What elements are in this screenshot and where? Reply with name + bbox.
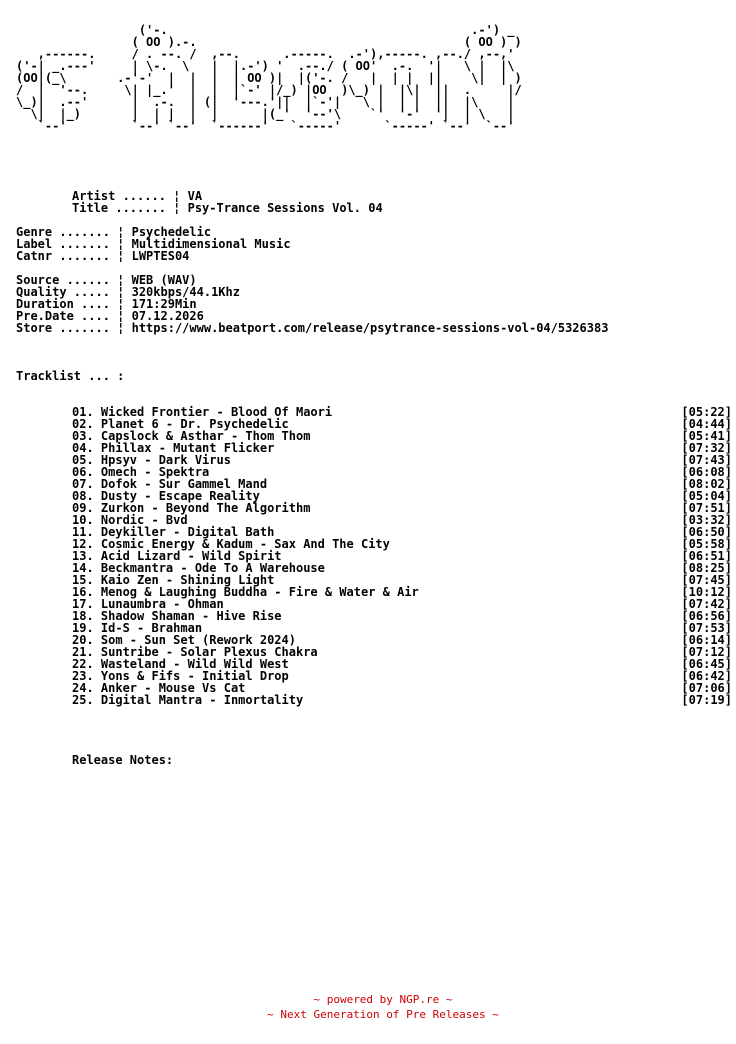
title-value: Psy-Trance Sessions Vol. 04	[187, 201, 383, 215]
separator: ¦	[109, 309, 132, 323]
track-title: 01. Wicked Frontier - Blood Of Maori	[72, 405, 333, 419]
quality-value: 320kbps/44.1Khz	[131, 285, 240, 299]
track-title: 19. Id-S - Brahman	[72, 621, 203, 635]
release-info	[16, 226, 732, 262]
track-title: 15. Kaio Zen - Shining Light	[72, 573, 275, 587]
store-label: Store .......	[16, 321, 110, 335]
track-title: 22. Wasteland - Wild Wild West	[72, 657, 289, 671]
duration-value: 171:29Min	[131, 297, 197, 311]
track-duration: [06:42]	[681, 669, 732, 683]
track-duration: [07:32]	[681, 441, 732, 455]
title-row	[16, 202, 732, 214]
track-title: 12. Cosmic Energy & Kadum - Sax And The City	[72, 537, 390, 551]
track-title: 21. Suntribe - Solar Plexus Chakra	[72, 645, 318, 659]
track-duration: [04:44]	[681, 417, 732, 431]
track-duration: [07:43]	[681, 453, 732, 467]
track-duration: [06:45]	[681, 657, 732, 671]
track-duration: [07:12]	[681, 645, 732, 659]
release-header	[16, 190, 732, 214]
separator: ¦	[109, 297, 132, 311]
genre-value: Psychedelic	[131, 225, 212, 239]
track-duration: [05:04]	[681, 489, 732, 503]
track-title: 09. Zurkon - Beyond The Algorithm	[72, 501, 311, 515]
source-value: WEB (WAV)	[131, 273, 197, 287]
track-duration: [06:08]	[681, 465, 732, 479]
track-title: 11. Deykiller - Digital Bath	[72, 525, 275, 539]
track-title: 04. Phillax - Mutant Flicker	[72, 441, 275, 455]
track-title: 08. Dusty - Escape Reality	[72, 489, 260, 503]
genre-label: Genre .......	[16, 225, 110, 239]
track-duration: [05:41]	[681, 429, 732, 443]
separator: ¦	[109, 249, 132, 263]
track-duration: [05:58]	[681, 537, 732, 551]
track-duration: [07:06]	[681, 681, 732, 695]
separator: ¦	[109, 225, 132, 239]
track-duration: [05:22]	[681, 405, 732, 419]
source-label: Source ......	[16, 273, 110, 287]
separator: ¦	[109, 285, 132, 299]
track-title: 05. Hpsyv - Dark Virus	[72, 453, 231, 467]
nfo-document	[16, 0, 732, 766]
track-duration: [06:56]	[681, 609, 732, 623]
separator: ¦	[109, 321, 132, 335]
track-title: 20. Som - Sun Set (Rework 2024)	[72, 633, 296, 647]
track-title: 06. Omech - Spektra	[72, 465, 210, 479]
artist-value: VA	[187, 189, 203, 203]
separator: ¦	[109, 237, 132, 251]
store-url: https://www.beatport.com/release/psytrance-sessions-vol-04/5326383	[131, 321, 609, 335]
separator: ¦	[109, 273, 132, 287]
store-row	[16, 322, 732, 334]
separator: ¦	[165, 189, 188, 203]
track-title: 24. Anker - Mouse Vs Cat	[72, 681, 246, 695]
track-title: 03. Capslock & Asthar - Thom Thom	[72, 429, 311, 443]
track-row	[16, 694, 732, 706]
track-duration: [08:25]	[681, 561, 732, 575]
footer	[0, 992, 736, 1022]
track-title: 10. Nordic - Bvd	[72, 513, 188, 527]
track-duration: [07:42]	[681, 597, 732, 611]
track-duration: [07:45]	[681, 573, 732, 587]
separator: ¦	[165, 201, 188, 215]
track-duration: [07:51]	[681, 501, 732, 515]
predate-label: Pre.Date ....	[16, 309, 110, 323]
track-title: 16. Menog & Laughing Buddha - Fire & Water & Air	[72, 585, 419, 599]
catnr-row	[16, 250, 732, 262]
track-title: 18. Shadow Shaman - Hive Rise	[72, 609, 282, 623]
track-duration: [06:50]	[681, 525, 732, 539]
track-title: 25. Digital Mantra - Inmortality	[72, 693, 304, 707]
track-duration: [06:51]	[681, 549, 732, 563]
footer-tagline: ~ Next Generation of Pre Releases ~	[267, 1008, 499, 1021]
predate-value: 07.12.2026	[131, 309, 204, 323]
track-title: 07. Dofok - Sur Gammel Mand	[72, 477, 268, 491]
track-duration: [07:19]	[681, 693, 732, 707]
source-info	[16, 274, 732, 334]
track-duration: [06:14]	[681, 633, 732, 647]
track-title: 13. Acid Lizard - Wild Spirit	[72, 549, 282, 563]
title-label: Title .......	[72, 201, 166, 215]
track-duration: [08:02]	[681, 477, 732, 491]
catnr-value: LWPTES04	[131, 249, 190, 263]
track-duration: [10:12]	[681, 585, 732, 599]
duration-label: Duration ....	[16, 297, 110, 311]
track-title: 23. Yons & Fifs - Initial Drop	[72, 669, 289, 683]
track-title: 17. Lunaumbra - Ohman	[72, 597, 224, 611]
quality-label: Quality .....	[16, 285, 110, 299]
label-label: Label .......	[16, 237, 110, 251]
track-duration: [07:53]	[681, 621, 732, 635]
catnr-label: Catnr .......	[16, 249, 110, 263]
release-notes-heading: Release Notes:	[72, 753, 174, 767]
track-title: 02. Planet 6 - Dr. Psychedelic	[72, 417, 289, 431]
label-value: Multidimensional Music	[131, 237, 291, 251]
artist-label: Artist ......	[72, 189, 166, 203]
tracklist-heading: Tracklist ... :	[16, 369, 125, 383]
track-title: 14. Beckmantra - Ode To A Warehouse	[72, 561, 325, 575]
track-duration: [03:32]	[681, 513, 732, 527]
footer-powered-by: ~ powered by NGP.re ~	[313, 993, 453, 1006]
ascii-logo: ('-. .-') _ ( OO ).-. ( OO ) ) ,------. / . --. / ,--. .-----. .-'),-----. ,--./ ,--,' ('-| _.---' | \-. \ | |.-') ' .--./ ( OO' .-. '| \ | |\ (OO|(_\ .-'-' | | | | OO )| |('-. / | | | || \| | ) / | '--. \| |_.' | | |`-' |/_) |OO )\_) | |\| || . |/ \_)| .--' | .-. | (| '---.'|| |`-'| \ | | | || |\ | \| |_) | | | | | |(_' '--'\ `' '-' '| | \ | `--' `--' `--' `------' `-----' `-----' `--' `--'	[16, 23, 522, 133]
tracklist	[16, 406, 732, 706]
